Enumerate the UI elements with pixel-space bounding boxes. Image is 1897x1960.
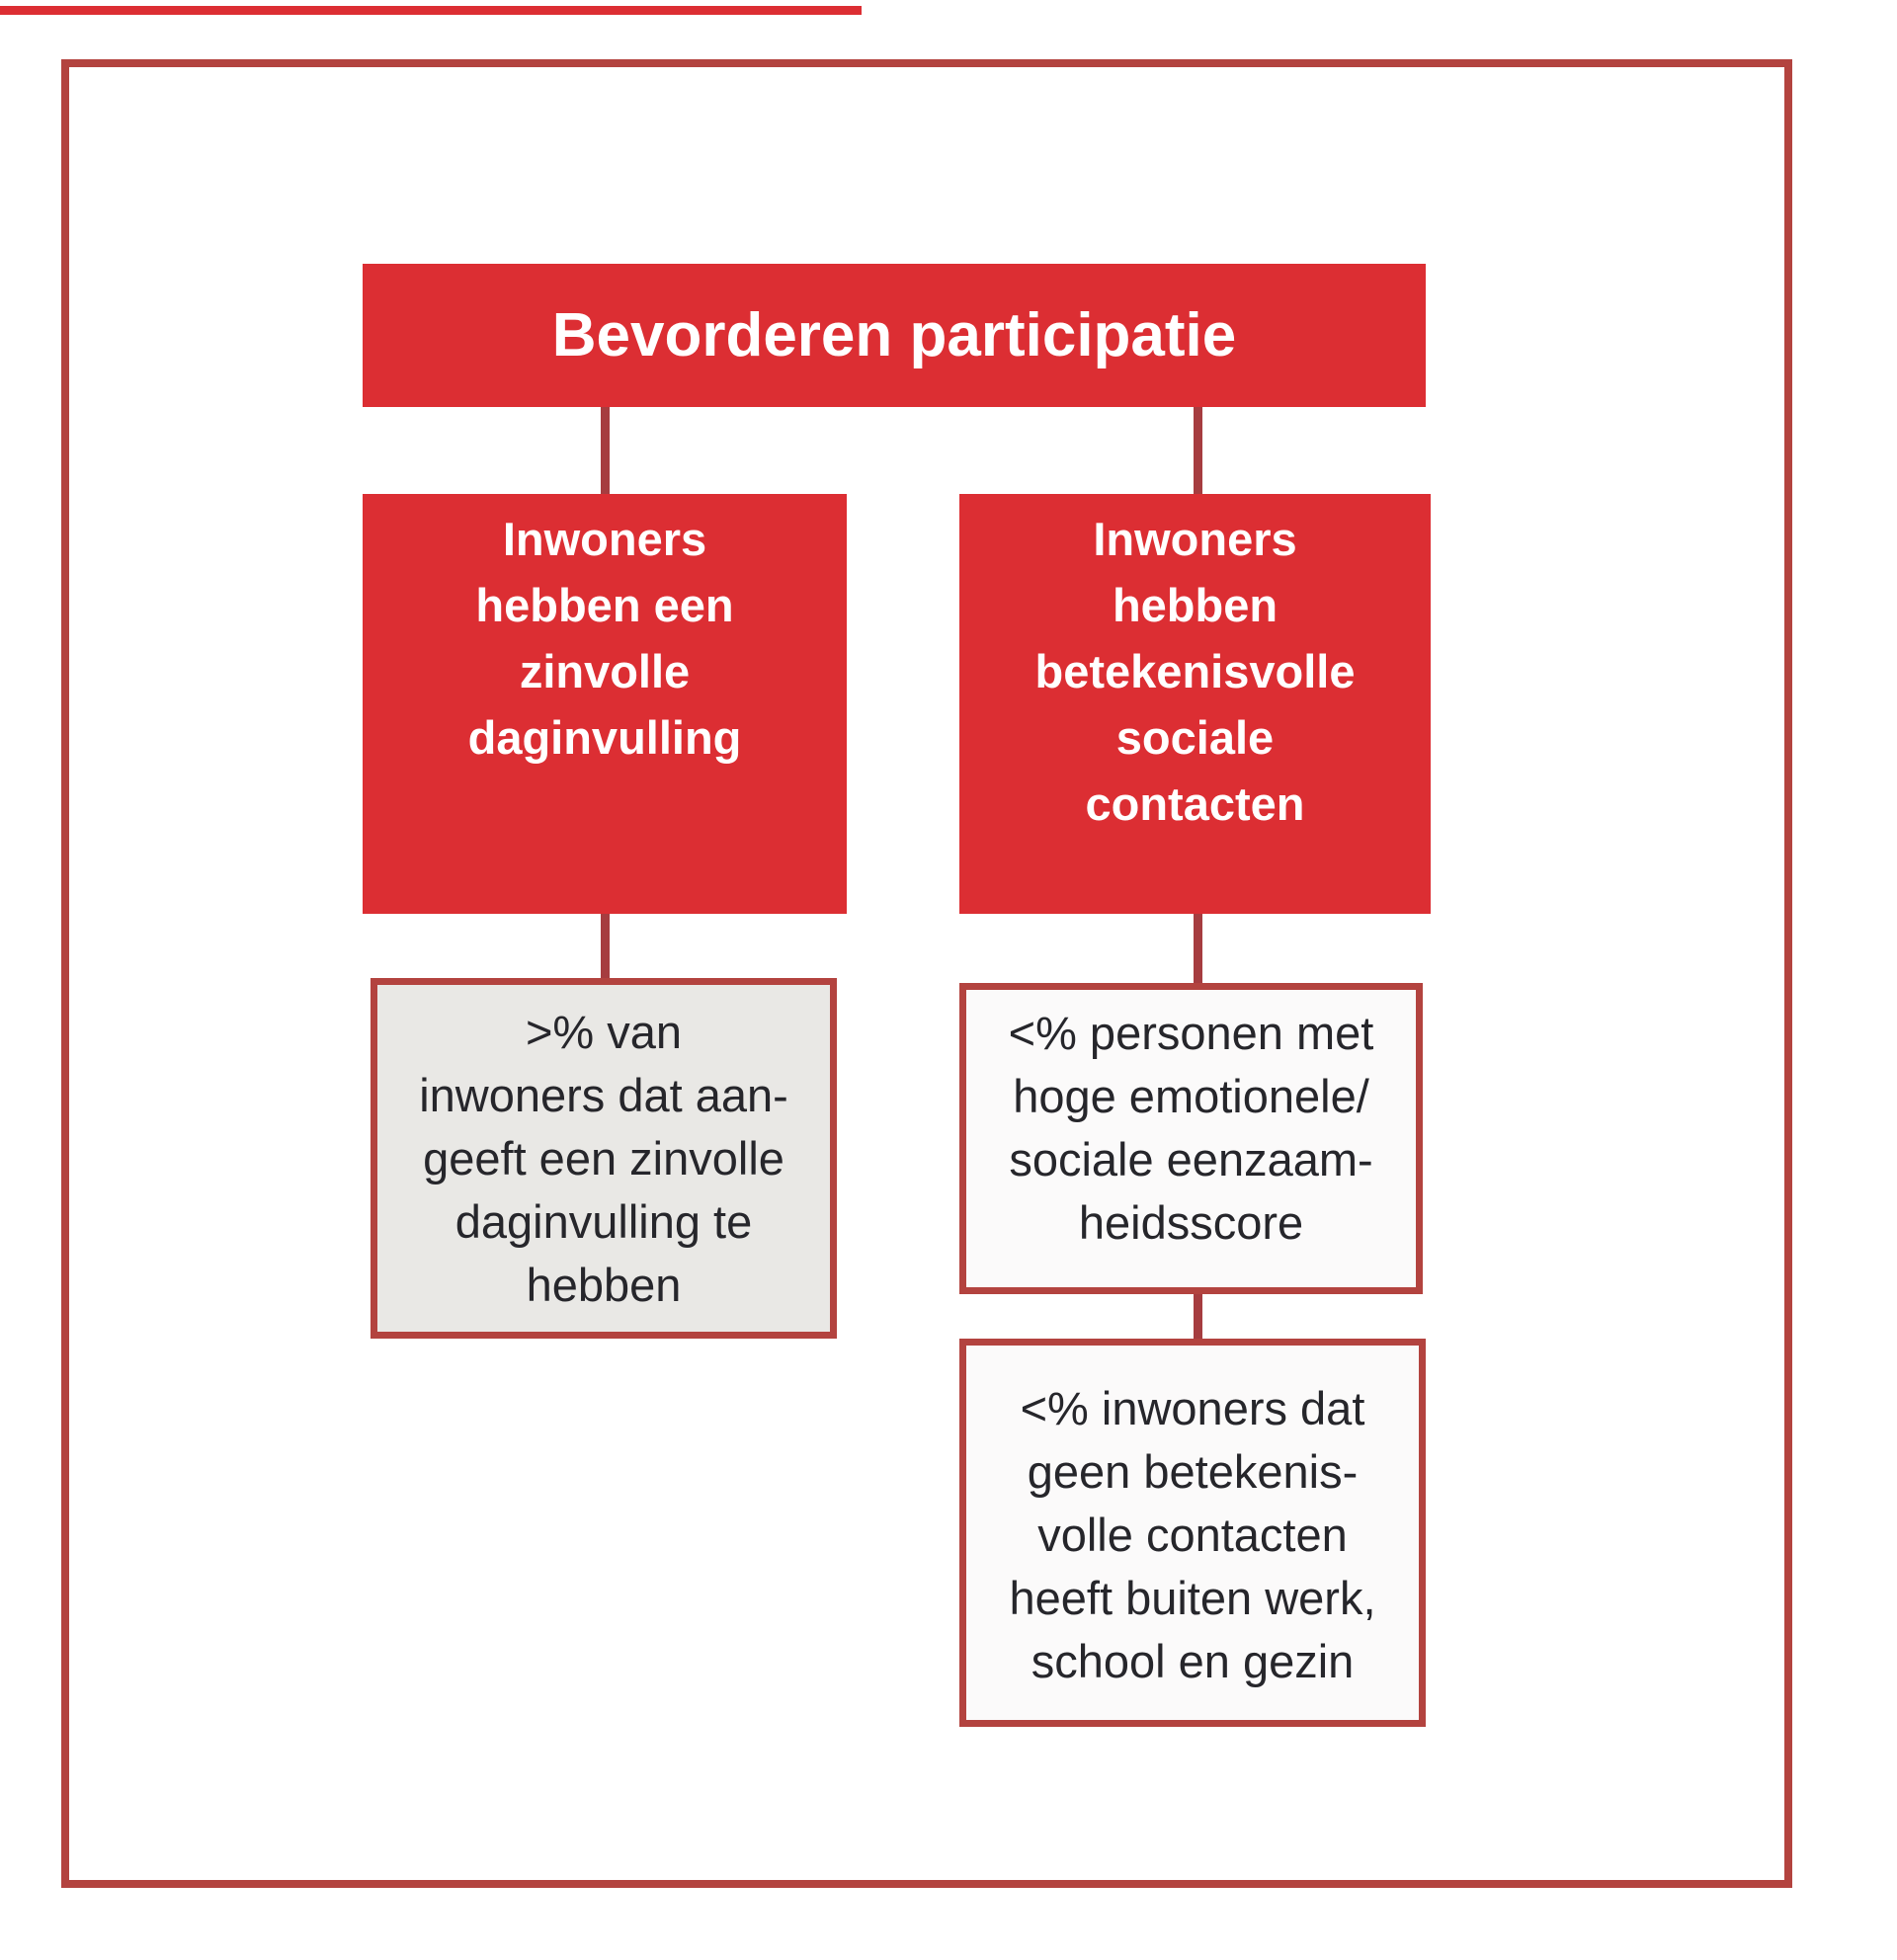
- text-line: hebben een: [475, 579, 734, 631]
- indicator-box-right-2: [959, 1339, 1426, 1727]
- page-title: Bevorderen participatie: [551, 301, 1237, 369]
- top-edge-line: [0, 6, 862, 15]
- text-line: geen betekenis-: [1027, 1445, 1359, 1498]
- text-line: sociale: [1115, 711, 1275, 764]
- connector-right-indicator-1-to-2: [1194, 1292, 1202, 1342]
- text-line: hebben: [526, 1259, 682, 1311]
- connector-left-goal-to-indicator: [601, 912, 610, 981]
- text-line: volle contacten: [1037, 1509, 1348, 1561]
- text-line: inwoners dat aan-: [419, 1069, 788, 1121]
- text-line: Inwoners: [1093, 513, 1297, 565]
- text-line: zinvolle: [519, 645, 691, 697]
- text-line: >% van: [525, 1006, 683, 1058]
- text-line: Inwoners: [502, 513, 707, 565]
- text-line: contacten: [1085, 777, 1305, 830]
- text-line: hoge emotionele/: [1013, 1070, 1369, 1122]
- text-line: daginvulling te: [454, 1195, 753, 1248]
- text-line: school en gezin: [1031, 1635, 1355, 1687]
- text-line: geeft een zinvolle: [423, 1132, 784, 1184]
- text-line: hebben: [1112, 579, 1278, 631]
- goal-box-left: [363, 494, 847, 914]
- text-line: heidsscore: [1078, 1196, 1304, 1249]
- text-line: <% personen met: [1008, 1007, 1374, 1059]
- indicator-box-left: [371, 978, 837, 1339]
- goal-box-right: [959, 494, 1431, 914]
- connector-title-to-left-goal: [601, 405, 610, 496]
- connector-title-to-right-goal: [1194, 405, 1202, 496]
- connector-right-goal-to-indicator: [1194, 912, 1202, 986]
- title-box: [363, 264, 1426, 407]
- text-line: sociale eenzaam-: [1009, 1133, 1373, 1185]
- text-line: daginvulling: [467, 711, 742, 764]
- text-line: betekenisvolle: [1034, 645, 1356, 697]
- text-line: heeft buiten werk,: [1009, 1572, 1376, 1624]
- text-line: <% inwoners dat: [1020, 1382, 1365, 1434]
- indicator-box-right-1: [959, 983, 1423, 1294]
